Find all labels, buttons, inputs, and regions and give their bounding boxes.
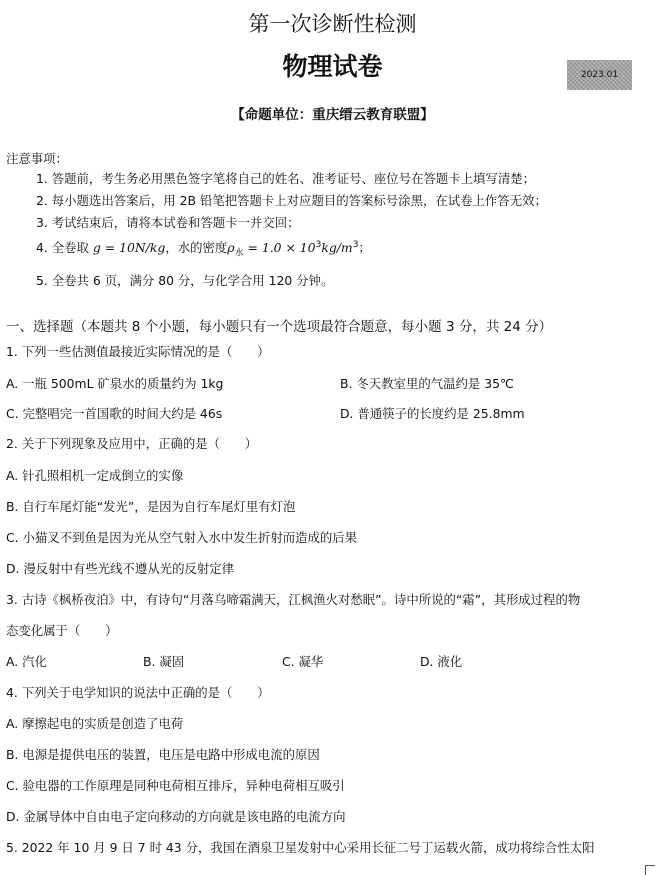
exam-title: 第一次诊断性检测 xyxy=(248,12,417,36)
q2-option-b: B. 自行车尾灯能“发光”，是因为自行车尾灯里有灯泡 xyxy=(6,499,296,514)
note-item-3: 3. 考试结束后，请将本试卷和答题卡一并交回； xyxy=(36,215,300,230)
note-item-4-middle: ，水的密度 xyxy=(165,240,228,255)
density-subscript: 水 xyxy=(234,248,244,259)
q3-option-b: B. 凝固 xyxy=(143,654,185,669)
issuing-unit: 【命题单位：重庆缙云教育联盟】 xyxy=(231,107,434,123)
q4-option-c: C. 验电器的工作原理是同种电荷相互排斥，异种电荷相互吸引 xyxy=(6,778,345,793)
page-corner-mark xyxy=(645,865,655,875)
q4-option-b: B. 电源是提供电压的装置，电压是电路中形成电流的原因 xyxy=(6,747,320,762)
q1-option-d: D. 普通筷子的长度约是 25.8mm xyxy=(340,406,525,421)
q2-option-c: C. 小猫叉不到鱼是因为光从空气射入水中发生折射而造成的后果 xyxy=(6,530,358,545)
q1-stem: 1. 下列一些估测值最接近实际情况的是（ ） xyxy=(6,344,270,359)
density-unit-exponent: 3 xyxy=(352,239,359,250)
gravity-formula: g = 10N/kg xyxy=(92,240,166,255)
q1-option-c: C. 完整唱完一首国歌的时间大约是 46s xyxy=(6,406,223,421)
q3-stem-line-2: 态变化属于（ ） xyxy=(6,623,118,638)
q3-option-c: C. 凝华 xyxy=(282,654,324,669)
q5-stem: 5. 2022 年 10 月 9 日 7 时 43 分，我国在酒泉卫星发射中心采用长征二号丁运载火箭，成功将综合性太阳 xyxy=(6,840,595,855)
q1-option-a: A. 一瓶 500mL 矿泉水的质量约为 1kg xyxy=(6,376,224,391)
note-item-2: 2. 每小题选出答案后，用 2B 铅笔把答题卡上对应题目的答案标号涂黑，在试卷上作答无效； xyxy=(36,193,547,208)
q2-stem: 2. 关于下列现象及应用中，正确的是（ ） xyxy=(6,436,258,451)
q1-option-b: B. 冬天教室里的气温约是 35℃ xyxy=(340,376,514,391)
note-item-4-suffix: ； xyxy=(358,240,371,255)
q3-stem-line-1: 3. 古诗《枫桥夜泊》中，有诗句“月落乌啼霜满天，江枫渔火对愁眠”。诗中所说的“霜”，其形成过程的物 xyxy=(6,592,581,607)
q4-option-d: D. 金属导体中自由电子定向移动的方向就是该电路的电流方向 xyxy=(6,809,346,824)
q3-option-d: D. 液化 xyxy=(420,654,463,669)
q2-option-a: A. 针孔照相机一定成倒立的实像 xyxy=(6,468,184,483)
density-unit: kg/m xyxy=(321,240,353,255)
density-symbol: ρ xyxy=(227,240,235,255)
section-heading: 一、选择题（本题共 8 个小题，每小题只有一个选项最符合题意，每小题 3 分，共 24 分） xyxy=(6,319,553,335)
note-item-1: 1. 答题前，考生务必用黑色签字笔将自己的姓名、准考证号、座位号在答题卡上填写清楚； xyxy=(36,171,535,186)
note-item-4-prefix: 4. 全卷取 xyxy=(36,240,89,255)
density-exponent: 3 xyxy=(315,239,322,250)
date-badge: 2023.01 xyxy=(567,60,632,90)
q4-option-a: A. 摩擦起电的实质是创造了电荷 xyxy=(6,716,184,731)
density-value: = 1.0 × 10 xyxy=(243,240,316,255)
note-item-4 xyxy=(36,238,371,258)
notes-label: 注意事项： xyxy=(6,151,68,166)
note-item-5: 5. 全卷共 6 页，满分 80 分，与化学合用 120 分钟。 xyxy=(36,273,334,288)
exam-subject-title: 物理试卷 xyxy=(282,52,383,81)
q4-stem: 4. 下列关于电学知识的说法中正确的是（ ） xyxy=(6,685,270,700)
q3-option-a: A. 汽化 xyxy=(6,654,47,669)
q2-option-d: D. 漫反射中有些光线不遵从光的反射定律 xyxy=(6,561,235,576)
